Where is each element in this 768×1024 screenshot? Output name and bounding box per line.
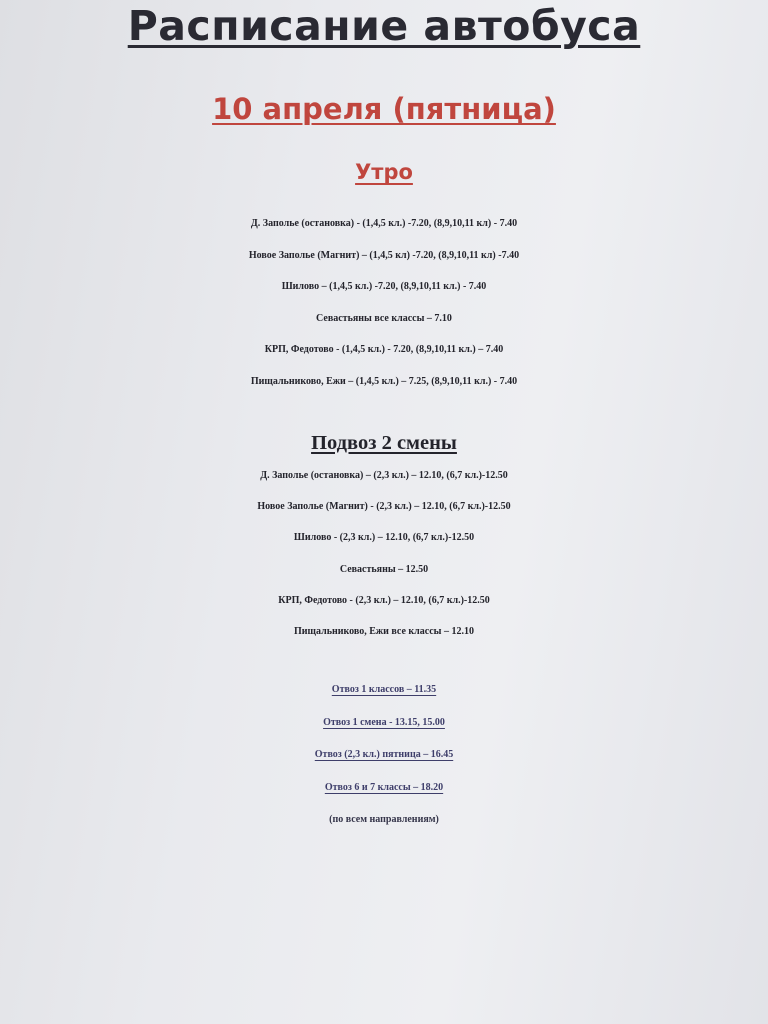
schedule-line: КРП, Федотово - (1,4,5 кл.) - 7.20, (8,9,10,11 кл.) – 7.40 [264,344,504,356]
schedule-line: Пищальниково, Ежи – (1,4,5 кл.) – 7.25, (8,9,10,11 кл.) - 7.40 [250,375,518,387]
morning-schedule [0,208,768,398]
return-line-text: Отвоз 6 и 7 классы – 18.20 [324,781,444,793]
return-line-text: Отвоз 1 смена - 13.15, 15.00 [323,716,445,728]
return-line [0,707,768,740]
return-note: (по всем направлениям) [329,814,439,825]
date-heading [0,92,768,126]
schedule-line: Д. Заполье (остановка) – (2,3 кл.) – 12.10, (6,7 кл.)-12.50 [260,470,508,481]
second-shift-heading-text: Подвоз 2 смены [311,432,457,454]
second-shift-schedule [0,460,768,647]
return-schedule [0,674,768,837]
return-line-text: Отвоз (2,3 кл.) пятница – 16.45 [314,749,454,760]
return-line [0,772,768,805]
schedule-line: Новое Заполье (Магнит) – (1,4,5 кл) -7.20, (8,9,10,11 кл) -7.40 [248,249,520,261]
morning-heading [0,160,768,184]
schedule-line: КРП, Федотово - (2,3 кл.) – 12.10, (6,7 кл.)-12.50 [278,594,490,606]
return-line [0,674,768,707]
schedule-line: Шилово - (2,3 кл.) – 12.10, (6,7 кл.)-12.50 [293,532,475,544]
schedule-line: Новое Заполье (Магнит) - (2,3 кл.) – 12.10, (6,7 кл.)-12.50 [257,501,511,513]
schedule-line: Д. Заполье (остановка) - (1,4,5 кл.) -7.20, (8,9,10,11 кл) - 7.40 [250,218,518,229]
second-shift-heading [0,432,768,455]
schedule-line: Пищальниково, Ежи все классы – 12.10 [294,626,474,638]
schedule-line: Севастьяны все классы – 7.10 [316,312,452,324]
schedule-line: Шилово – (1,4,5 кл.) -7.20, (8,9,10,11 кл.) - 7.40 [281,281,487,293]
return-line-text: Отвоз 1 классов – 11.35 [331,684,437,695]
page-title [0,2,768,50]
title-text: Расписание автобуса [127,2,641,50]
return-line [0,739,768,772]
date-text: 10 апреля (пятница) [212,92,556,126]
morning-heading-text: Утро [355,160,413,184]
schedule-line: Севастьяны – 12.50 [339,563,429,575]
